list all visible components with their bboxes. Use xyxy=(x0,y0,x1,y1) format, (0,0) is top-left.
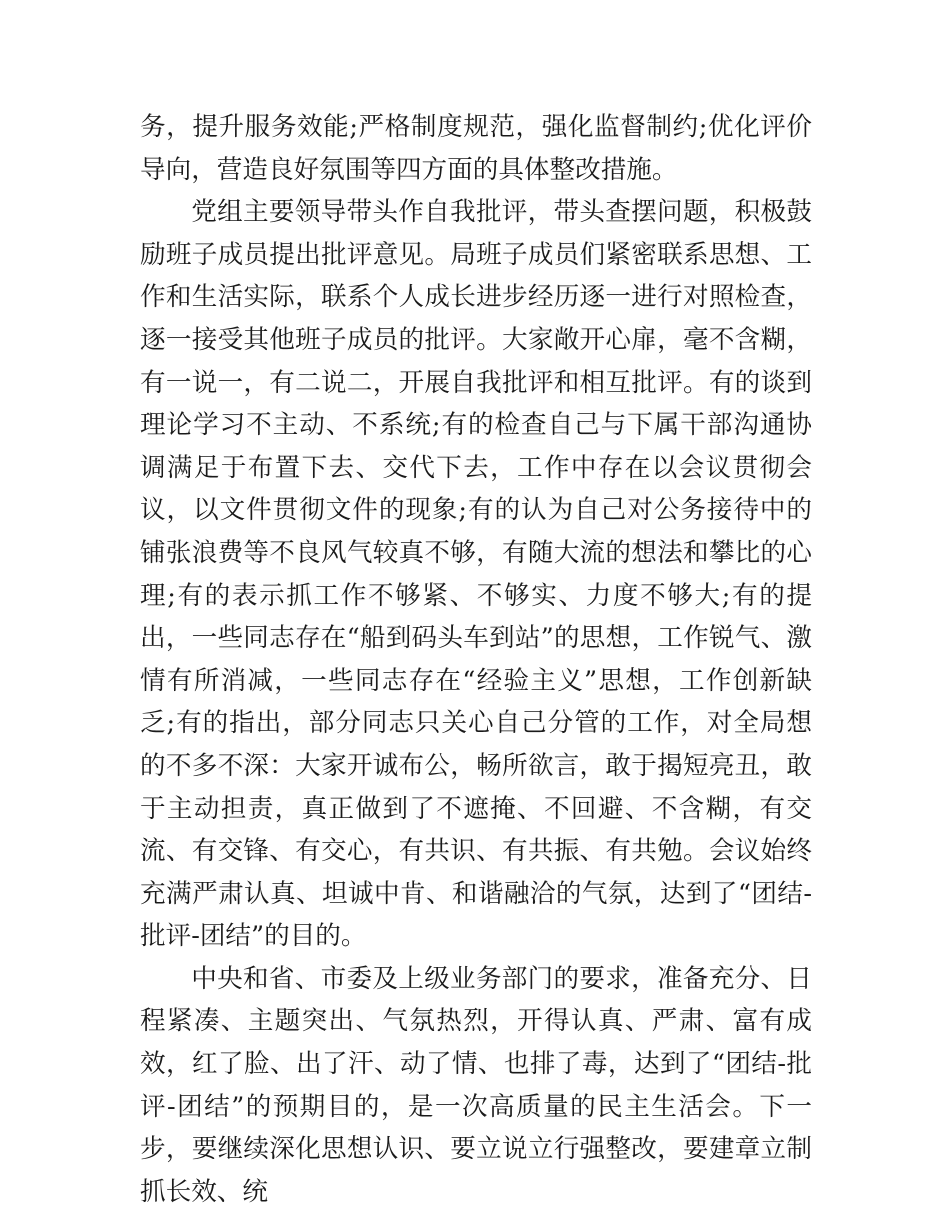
paragraph-continuation: 务，提升服务效能;严格制度规范，强化监督制约;优化评价导向，营造良好氛围等四方面的具体整改措施。 xyxy=(140,112,812,185)
paragraph-summary: 中央和省、市委及上级业务部门的要求，准备充分、日程紧凑、主题突出、气氛热烈，开得认真、严肃、富有成效，红了脸、出了汗、动了情、也排了毒，达到了“团结-批评-团结”的预期目的，是一次高质量的民主生活会。下一步，要继续深化思想认识、要立说立行强整改，要建章立制抓长效、统 xyxy=(140,963,812,1207)
document-body xyxy=(140,106,812,1213)
paragraph-self-criticism: 党组主要领导带头作自我批评，带头查摆问题，积极鼓励班子成员提出批评意见。局班子成员们紧密联系思想、工作和生活实际，联系个人成长进步经历逐一进行对照检查，逐一接受其他班子成员的批评。大家敞开心扉，毫不含糊，有一说一，有二说二，开展自我批评和相互批评。有的谈到理论学习不主动、不系统;有的检查自己与下属干部沟通协调满足于布置下去、交代下去，工作中存在以会议贯彻会议，以文件贯彻文件的现象;有的认为自己对公务接待中的铺张浪费等不良风气较真不够，有随大流的想法和攀比的心理;有的表示抓工作不够紧、不够实、力度不够大;有的提出，一些同志存在“船到码头车到站”的思想，工作锐气、激情有所消减，一些同志存在“经验主义”思想，工作创新缺乏;有的指出，部分同志只关心自己分管的工作，对全局想的不多不深：大家开诚布公，畅所欲言，敢于揭短亮丑，敢于主动担责，真正做到了不遮掩、不回避、不含糊，有交流、有交锋、有交心，有共识、有共振、有共勉。会议始终充满严肃认真、坦诚中肯、和谐融洽的气氛，达到了“团结-批评-团结”的目的。 xyxy=(140,197,812,952)
